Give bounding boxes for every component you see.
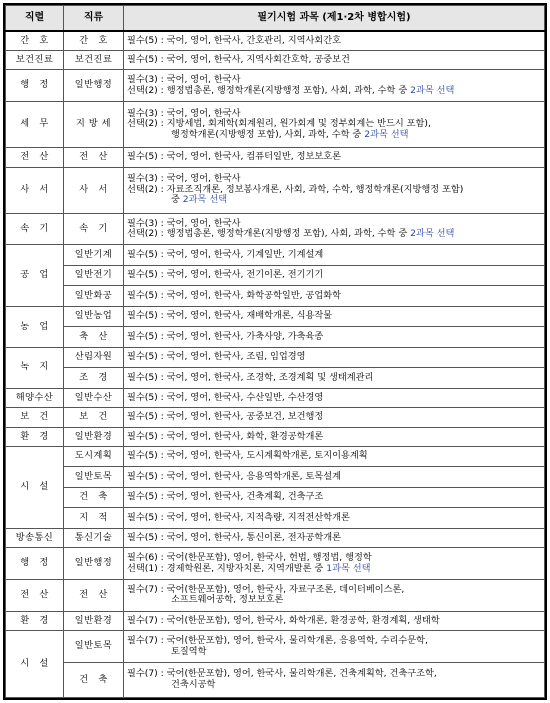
subject-text: 필수(5) : 국어, 영어, 한국사, 화학, 환경공학개론 [127,430,324,442]
subjects-cell [124,508,545,528]
table-body [6,31,545,698]
job-category-cell: 사 서 [64,167,124,213]
job-category-cell: 일반환경 [64,427,124,446]
subject-text: 필수(5) : 국어, 영어, 한국사, 기계일반, 기계설계 [127,248,324,260]
table-row [6,427,545,446]
job-category-cell: 보 건 [64,408,124,427]
exam-subjects-table [5,5,545,698]
subjects-cell [124,611,545,630]
subjects-cell [124,368,545,388]
subject-line [127,393,541,404]
table-row [6,580,545,612]
subjects-cell [124,467,545,487]
subject-line [127,270,541,281]
subjects-cell [124,447,545,467]
subject-text: 선택(2) : 지방세법, 회계학(회계원리, 원가회계 및 정부회계는 반드시 포함), [127,118,431,130]
subject-line [127,412,541,423]
job-category-cell: 건 축 [64,487,124,507]
subjects-cell [124,427,545,446]
job-category-cell: 속 기 [64,213,124,245]
subjects-cell [124,265,545,285]
job-category-cell: 일반기계 [64,245,124,265]
subject-text: 필수(5) : 국어, 영어, 한국사, 지역사회간호학, 공중보건 [127,53,350,65]
subjects-cell [124,50,545,69]
table-row [6,467,545,487]
table-row [6,447,545,467]
series-cell: 환 경 [6,427,64,446]
subject-text: 필수(5) : 국어, 영어, 한국사, 전기이론, 전기기기 [127,269,324,281]
subjects-cell [124,70,545,102]
exam-subjects-table-frame [3,3,547,700]
series-cell: 보 건 [6,408,64,427]
table-row [6,631,545,663]
subject-text: 필수(5) : 국어, 영어, 한국사, 건축계획, 건축구조 [127,491,324,503]
subject-text: 필수(3) : 국어, 영어, 한국사 [127,74,241,86]
subjects-cell [124,408,545,427]
subject-line [127,291,541,302]
subjects-cell [124,388,545,407]
job-category-cell: 통신기술 [64,528,124,547]
subject-line [127,195,541,206]
job-category-cell: 보건진료 [64,50,124,69]
subjects-cell [124,580,545,612]
series-cell: 방송통신 [6,528,64,547]
table-row [6,306,545,326]
table-row [6,167,545,213]
subject-text: 선택(2) : 행정법총론, 행정학개론(지방행정 포함), 사회, 과학, 수학 중 [127,84,411,96]
subject-line [127,492,541,503]
table-row [6,102,545,148]
subject-line [127,152,541,163]
table-row [6,265,545,285]
elective-count-highlight: 2과목 선택 [182,194,228,206]
series-cell: 행 정 [6,70,64,102]
series-cell: 공 업 [6,245,64,306]
subjects-cell [124,31,545,50]
elective-count-highlight: 2과목 선택 [410,228,455,240]
series-cell: 녹 지 [6,347,64,388]
subjects-cell [124,286,545,306]
job-category-cell: 일반전기 [64,265,124,285]
table-row [6,286,545,306]
table-row [6,662,545,697]
subjects-cell [124,306,545,326]
subject-text: 필수(6) : 국어(한문포함), 영어, 한국사, 헌법, 행정법, 행정학 [127,552,372,564]
table-row [6,508,545,528]
table-row [6,347,545,367]
subjects-cell [124,148,545,167]
subjects-cell [124,167,545,213]
subject-line [127,229,541,240]
table-row [6,245,545,265]
subject-text: 필수(5) : 국어, 영어, 한국사, 도시계획학개론, 토지이용계획 [127,450,368,462]
subject-line [127,595,541,606]
series-cell: 시 설 [6,631,64,698]
subject-line [127,533,541,544]
subject-line [127,472,541,483]
subject-line [127,250,541,261]
subject-line [127,616,541,627]
job-category-cell: 일반농업 [64,306,124,326]
table-row [6,70,545,102]
subject-line [127,564,541,575]
subject-line [127,373,541,384]
subject-text: 필수(7) : 국어(한문포함), 영어, 한국사, 물리학개론, 응용역학, 수리수문학, [127,635,428,647]
subject-text: 중 [171,194,183,206]
job-category-cell: 일반토목 [64,631,124,663]
subject-line [127,352,541,363]
subject-text: 필수(5) : 국어, 영어, 한국사, 공중보건, 보건행정 [127,411,324,423]
elective-count-highlight: 2과목 선택 [410,84,455,96]
subject-text: 토질역학 [171,645,207,657]
subject-line [127,86,541,97]
job-category-cell: 건 축 [64,662,124,697]
subject-text: 필수(3) : 국어, 영어, 한국사 [127,107,241,119]
job-category-cell: 일반화공 [64,286,124,306]
subjects-cell [124,631,545,663]
subject-text: 필수(5) : 국어, 영어, 한국사, 응용역학개론, 토목설계 [127,470,341,482]
job-category-cell: 일반토목 [64,467,124,487]
subject-line [127,680,541,691]
series-cell: 행 정 [6,548,64,580]
subject-line [127,130,541,141]
job-category-cell: 전 산 [64,580,124,612]
subject-line [127,451,541,462]
subjects-cell [124,487,545,507]
series-cell: 전 산 [6,580,64,612]
header-job-category: 직류 [64,6,124,32]
subject-text: 필수(5) : 국어, 영어, 한국사, 지적측량, 지적전산학개론 [127,511,350,523]
subject-text: 필수(5) : 국어, 영어, 한국사, 간호관리, 지역사회간호 [127,34,341,46]
elective-count-highlight: 2과목 선택 [364,128,409,140]
job-category-cell: 일반행정 [64,548,124,580]
subject-line [127,55,541,66]
job-category-cell: 도시계획 [64,447,124,467]
subject-line [127,311,541,322]
series-cell: 농 업 [6,306,64,347]
subject-text: 필수(7) : 국어(한문포함), 영어, 한국사, 물리학개론, 건축계획학, 건축구조학, [127,668,437,680]
subject-text: 선택(2) : 자료조직개론, 정보봉사개론, 사회, 과학, 수학, 행정학개론(지방행정 포함) [127,183,464,195]
series-cell: 시 설 [6,447,64,529]
subject-line [127,513,541,524]
subjects-cell [124,548,545,580]
table-row [6,50,545,69]
subject-text: 선택(1) : 경제학원론, 지방자치론, 지역개발론 중 [127,562,327,574]
job-category-cell: 간 호 [64,31,124,50]
job-category-cell: 지 적 [64,508,124,528]
job-category-cell: 산림자원 [64,347,124,367]
table-row [6,213,545,245]
job-category-cell: 일반수산 [64,388,124,407]
subjects-cell [124,213,545,245]
series-cell: 사 서 [6,167,64,213]
job-category-cell: 조 경 [64,368,124,388]
subject-text: 건축시공학 [171,678,216,690]
subject-line [127,36,541,47]
subject-text: 필수(7) : 국어(한문포함), 영어, 한국사, 화학개론, 환경공학, 환경계획, 생태학 [127,614,440,626]
header-exam-subjects: 필기시험 과목 (제1·2차 병합시험) [124,6,545,32]
table-row [6,148,545,167]
subject-text: 소프트웨어공학, 정보보호론 [171,594,284,606]
subject-text: 필수(5) : 국어, 영어, 한국사, 수산일반, 수산경영 [127,391,324,403]
table-row [6,548,545,580]
subjects-cell [124,102,545,148]
subject-text: 필수(5) : 국어, 영어, 한국사, 조림, 임업경영 [127,351,306,363]
series-cell: 환 경 [6,611,64,630]
series-cell: 간 호 [6,31,64,50]
subject-line [127,647,541,658]
subjects-cell [124,327,545,347]
table-row [6,327,545,347]
subject-line [127,332,541,343]
table-row [6,611,545,630]
table-row [6,31,545,50]
subject-text: 필수(5) : 국어, 영어, 한국사, 재배학개론, 식용작물 [127,310,333,322]
table-row [6,388,545,407]
job-category-cell: 일반환경 [64,611,124,630]
series-cell: 세 무 [6,102,64,148]
table-row [6,528,545,547]
series-cell: 해양수산 [6,388,64,407]
series-cell: 속 기 [6,213,64,245]
subject-text: 행정학개론(지방행정 포함), 사회, 과학, 수학 중 [171,128,365,140]
job-category-cell: 일반행정 [64,70,124,102]
subjects-cell [124,662,545,697]
subjects-cell [124,528,545,547]
header-series: 직렬 [6,6,64,32]
subjects-cell [124,245,545,265]
table-row [6,487,545,507]
subject-text: 필수(5) : 국어, 영어, 한국사, 가축사양, 가축육종 [127,330,324,342]
subject-line [127,432,541,443]
series-cell: 전 산 [6,148,64,167]
subject-text: 필수(5) : 국어, 영어, 한국사, 컴퓨터일반, 정보보호론 [127,151,341,163]
subjects-cell [124,347,545,367]
elective-count-highlight: 1과목 선택 [326,562,371,574]
series-cell: 보건진료 [6,50,64,69]
subject-text: 필수(5) : 국어, 영어, 한국사, 조경학, 조경계획 및 생태계관리 [127,371,374,383]
job-category-cell: 지 방 세 [64,102,124,148]
subject-text: 선택(2) : 행정법총론, 행정학개론(지방행정 포함), 사회, 과학, 수학 중 [127,228,411,240]
table-row [6,408,545,427]
subject-text: 필수(3) : 국어, 영어, 한국사 [127,173,241,185]
subject-text: 필수(5) : 국어, 영어, 한국사, 통신이론, 전자공학개론 [127,531,341,543]
job-category-cell: 전 산 [64,148,124,167]
subject-text: 필수(5) : 국어, 영어, 한국사, 화학공학일반, 공업화학 [127,289,341,301]
table-row [6,368,545,388]
subject-text: 필수(3) : 국어, 영어, 한국사 [127,217,241,229]
subject-text: 필수(7) : 국어(한문포함), 영어, 한국사, 자료구조론, 데이터베이스론, [127,583,405,595]
table-header-row [6,6,545,32]
job-category-cell: 축 산 [64,327,124,347]
